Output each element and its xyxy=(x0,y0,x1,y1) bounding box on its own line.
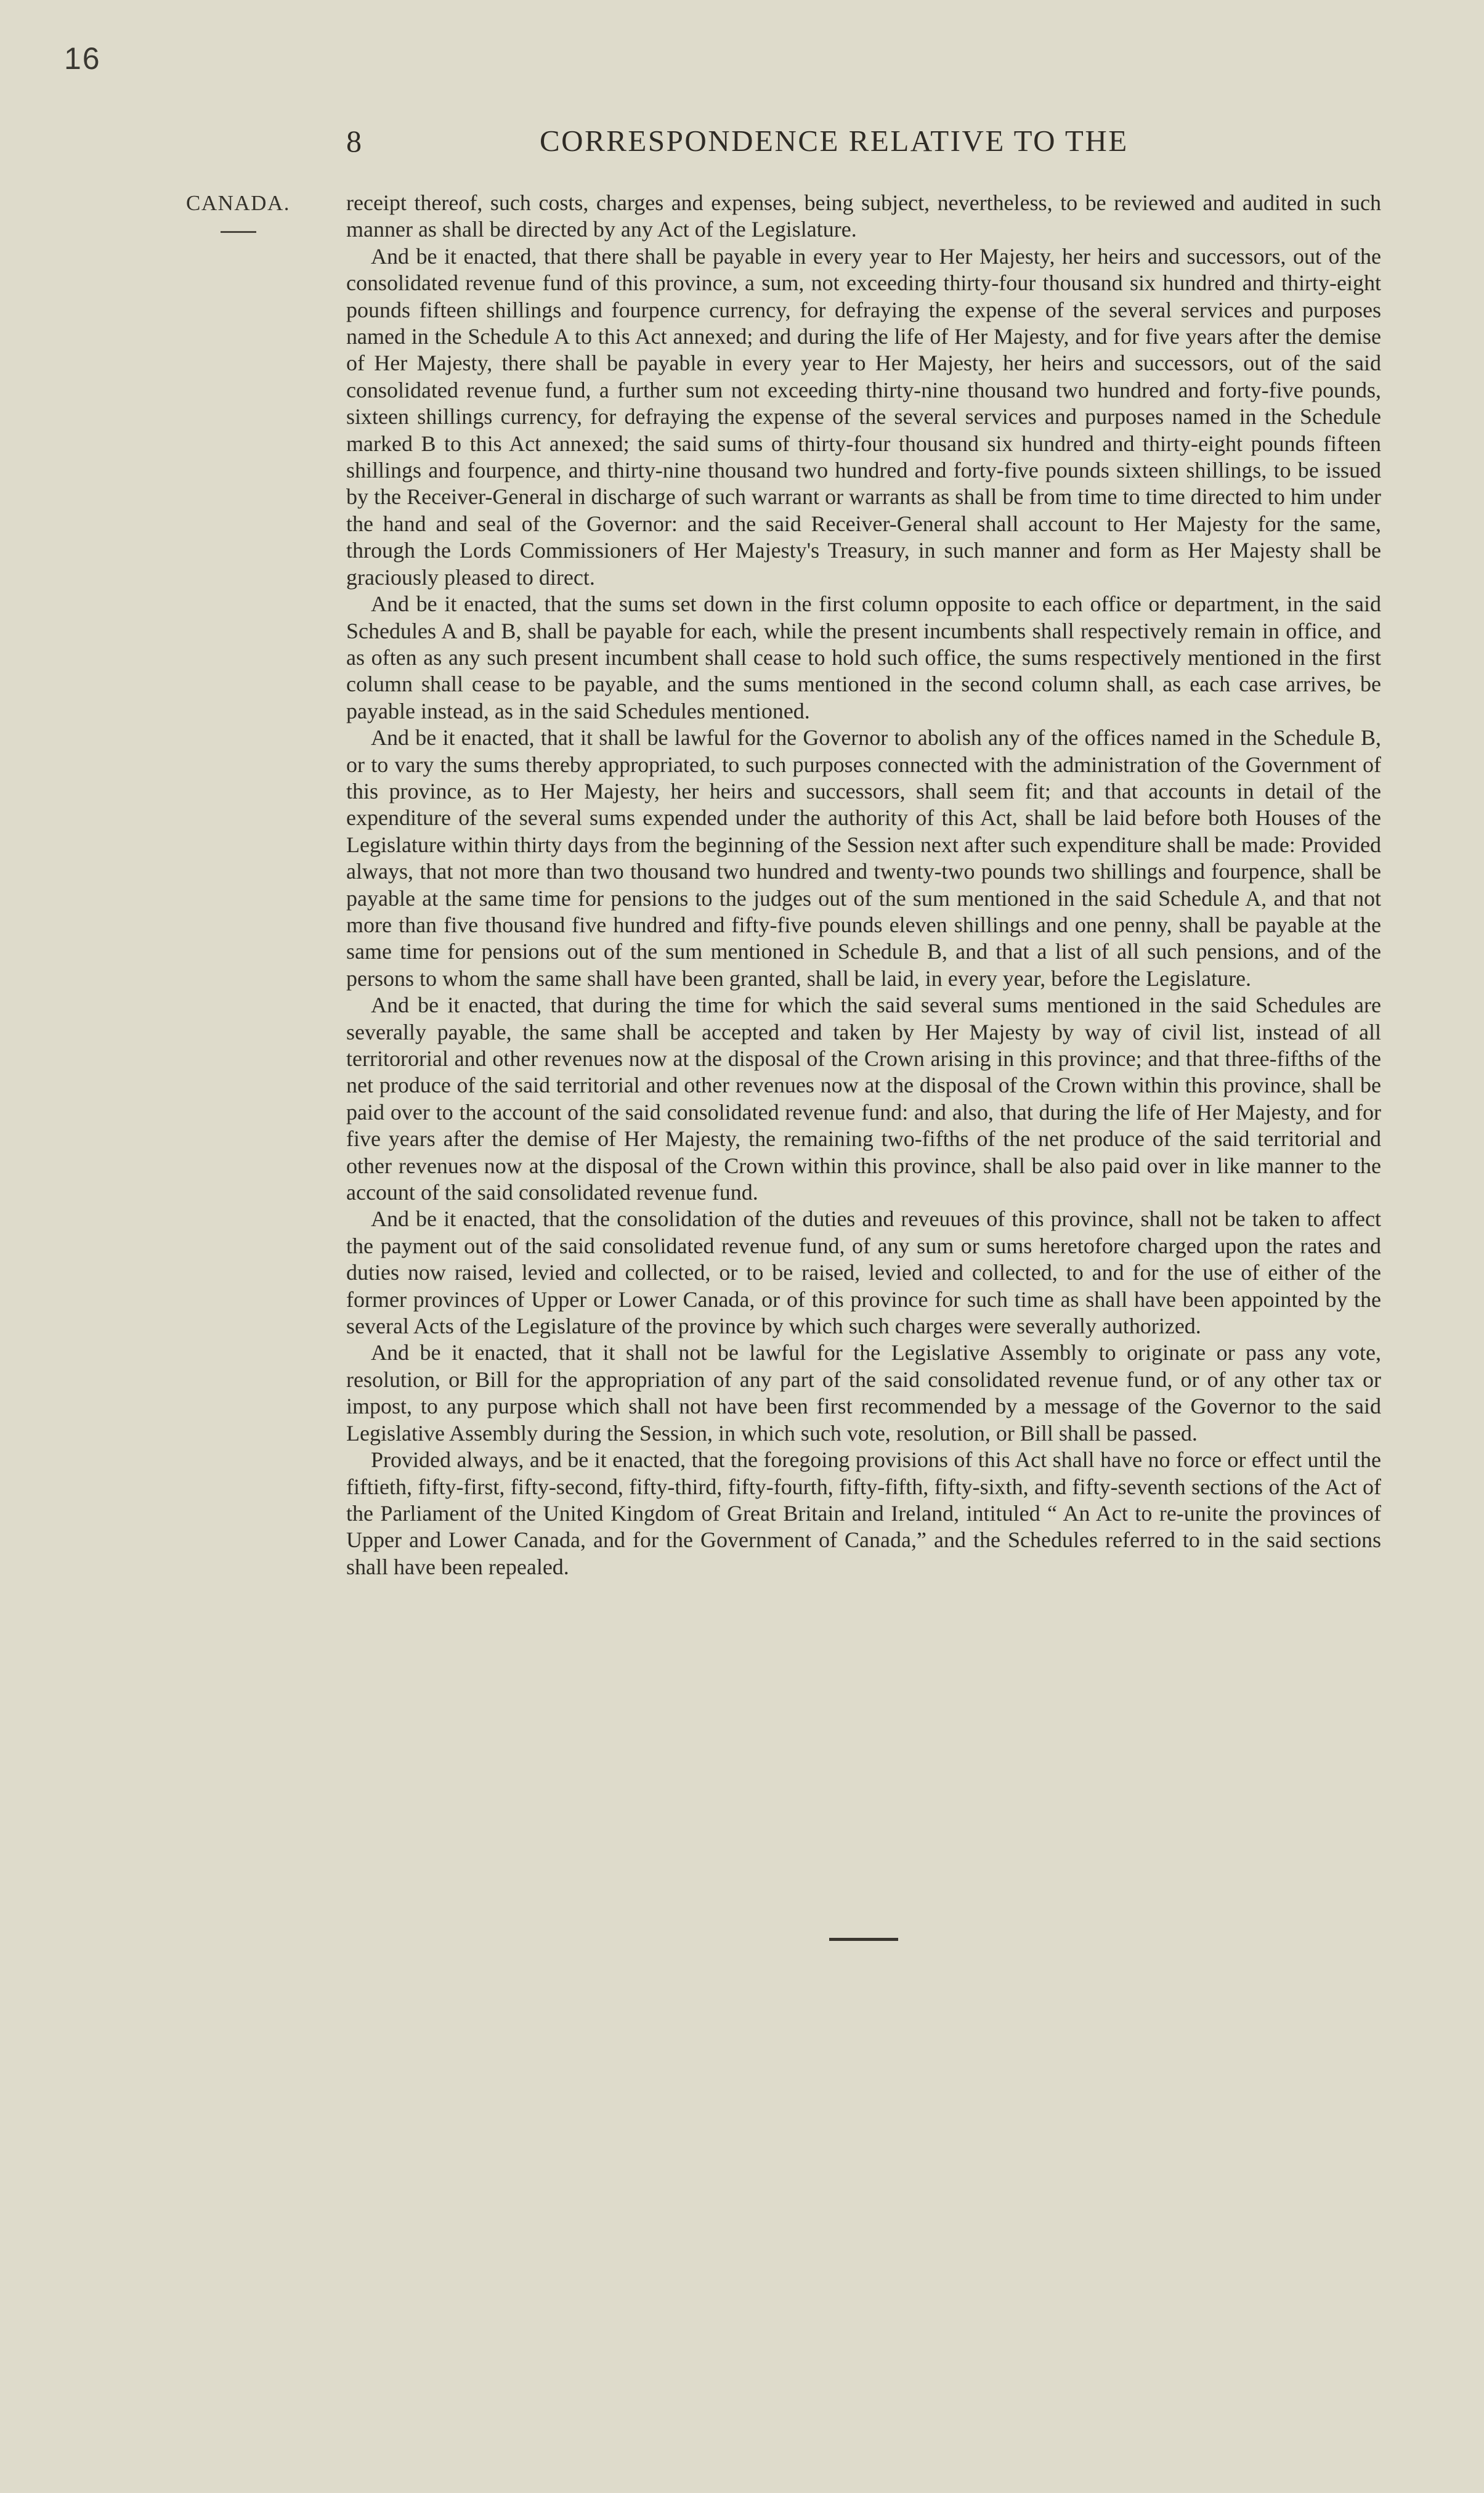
paragraph: And be it enacted, that during the time for which the said several sums mentioned in the said Schedules are severally payable, the same shall be accepted and taken by Her Majesty by way of civil list, instead of all territororial and other revenues now at the disposal of the Crown arising in this province; and that three-fifths of the net produce of the said territorial and other revenues now at the disposal of the Crown within this province, shall be paid over to the account of the said consolidated revenue fund: and also, that during the life of Her Majesty, and for five years after the demise of Her Majesty, the remaining two-fifths of the net produce of the said territorial and other revenues now at the disposal of the Crown within this province, shall be also paid over in like manner to the account of the said consolidated revenue fund. xyxy=(346,993,1381,1205)
running-head: CORRESPONDENCE RELATIVE TO THE xyxy=(540,124,1129,158)
body-text xyxy=(346,190,1381,1580)
paragraph: And be it enacted, that the consolidation of the duties and reveuues of this province, shall not be taken to affect the payment out of the said consolidated revenue fund, of any sum or sums heretofore charged upon the rates and duties now raised, levied and collected, or to be raised, levied and collected, to and for the use of either of the former provinces of Upper or Lower Canada, or of this province for such time as shall have been appointed by the several Acts of the Legislature of the province by which such charges were severally authorized. xyxy=(346,1206,1381,1339)
paragraph: Provided always, and be it enacted, that the foregoing provisions of this Act shall have no force or effect until the fiftieth, fifty-first, fifty-second, fifty-third, fifty-fourth, fifty-fifth, fifty-sixth, and fifty-seventh sections of the Act of the Parliament of the United Kingdom of Great Britain and Ireland, intituled “ An Act to re-unite the provinces of Upper and Lower Canada, and for the Government of Canada,” and the Schedules referred to in the said sections shall have been repealed. xyxy=(346,1447,1381,1579)
margin-label: CANADA. xyxy=(186,191,290,215)
end-rule xyxy=(829,1938,898,1941)
paragraph: And be it enacted, that it shall be lawful for the Governor to abolish any of the offices named in the Schedule B, or to vary the sums thereby appropriated, to such purposes connected with the administration of the Government of this province, as to Her Majesty, her heirs and successors, shall seem fit; and that accounts in detail of the expenditure of the several sums expended under the authority of this Act, shall be laid before both Houses of the Legislature within thirty days from the beginning of the Session next after such expenditure shall be made: Provided always, that not more than two thousand two hundred and twenty-two pounds two shillings and fourpence, shall be payable at the same time for pensions to the judges out of the sum mentioned in the said Schedule A, and that not more than five thousand five hundred and fifty-five pounds eleven shillings and one penny, shall be payable at the same time for pensions out of the sum mentioned in Schedule B, and that a list of all such pensions, and of the persons to whom the same shall have been granted, shall be laid, in every year, before the Legislature. xyxy=(346,725,1381,991)
page-number: 8 xyxy=(346,124,362,158)
margin-rule xyxy=(221,231,256,233)
paragraph: And be it enacted, that the sums set down in the first column opposite to each office or department, in the said Schedules A and B, shall be payable for each, while the present incumbents shall respectively remain in office, and as often as any such present incumbent shall cease to hold such office, the sums respectively mentioned in the first column shall cease to be payable, and the sums mentioned in the second column shall, as each case arrives, be payable instead, as in the said Schedules mentioned. xyxy=(346,592,1381,723)
scan-page-number: 16 xyxy=(64,41,101,76)
paragraph: receipt thereof, such costs, charges and expenses, being subject, nevertheless, to be reviewed and audited in such manner as shall be directed by any Act of the Legislature. xyxy=(346,190,1381,242)
paragraph: And be it enacted, that it shall not be lawful for the Legislative Assembly to originate or pass any vote, resolution, or Bill for the appropriation of any part of the said consolidated revenue fund, or of any other tax or impost, to any purpose which shall not have been first recommended by a message of the Governor to the said Legislative Assembly during the Session, in which such vote, resolution, or Bill shall be passed. xyxy=(346,1340,1381,1446)
paragraph: And be it enacted, that there shall be payable in every year to Her Majesty, her heirs and successors, out of the consolidated revenue fund of this province, a sum, not exceeding thirty-four thousand six hundred and thirty-eight pounds fifteen shillings and fourpence currency, for defraying the expense of the several services and purposes named in the Schedule A to this Act annexed; and during the life of Her Majesty, and for five years after the demise of Her Majesty, there shall be payable in every year to Her Majesty, her heirs and successors, out of the said consolidated revenue fund, a further sum not exceeding thirty-nine thousand two hundred and forty-five pounds, sixteen shillings currency, for defraying the expense of the several services and purposes named in the Schedule marked B to this Act annexed; the said sums of thirty-four thousand six hundred and thirty-eight pounds fifteen shillings and fourpence, and thirty-nine thousand two hundred and forty-five pounds sixteen shillings, to be issued by the Receiver-General in discharge of such warrant or warrants as shall be from time to time directed to him under the hand and seal of the Governor: and the said Receiver-General shall account to Her Majesty for the same, through the Lords Commissioners of Her Majesty's Treasury, in such manner and form as Her Majesty shall be graciously pleased to direct. xyxy=(346,243,1381,590)
